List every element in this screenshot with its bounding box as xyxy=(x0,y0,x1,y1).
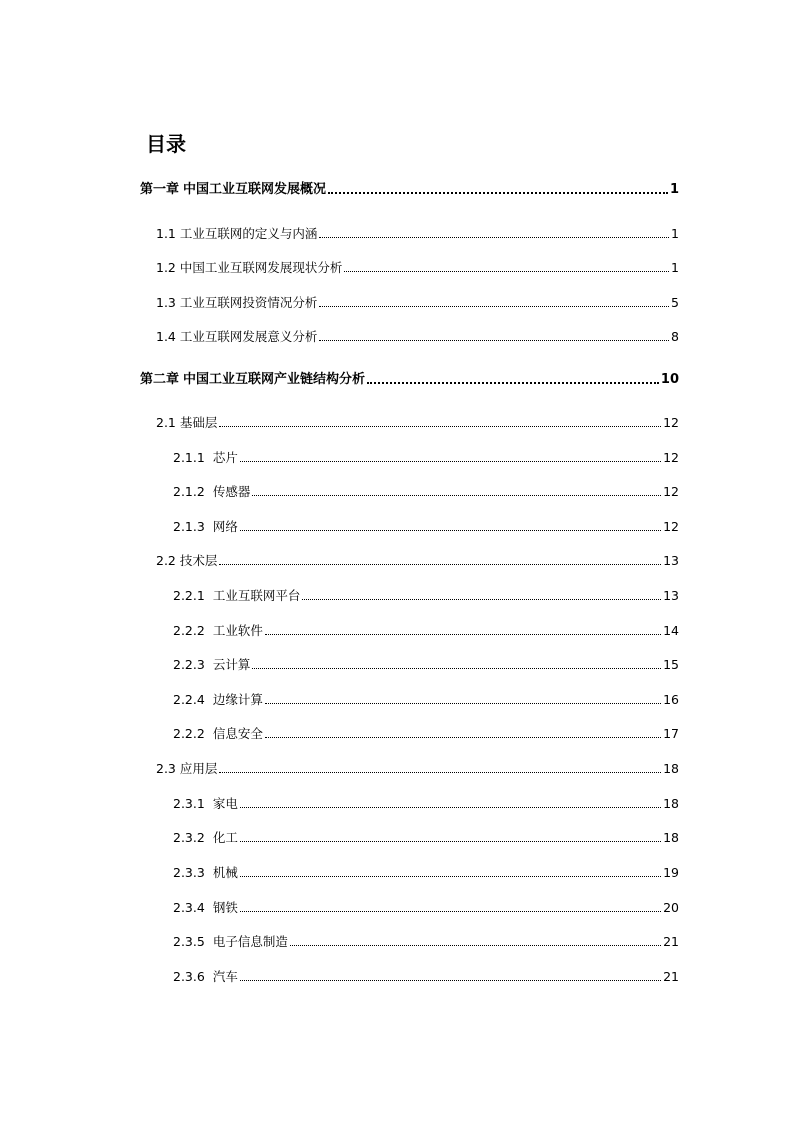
toc-entry-page: 21 xyxy=(663,934,679,949)
dot-leader xyxy=(219,426,661,427)
toc-entry[interactable] xyxy=(173,584,679,604)
toc-entry-page: 14 xyxy=(663,623,679,638)
toc-entry-page: 12 xyxy=(663,484,679,499)
toc-entry[interactable] xyxy=(173,930,679,950)
toc-entry-number: 2.3.3 xyxy=(173,865,205,880)
toc-entry-title: 芯片 xyxy=(212,450,238,465)
toc-entry-title: 工业互联网投资情况分析 xyxy=(179,295,318,310)
toc-entry-page: 16 xyxy=(663,692,679,707)
toc-entry[interactable] xyxy=(156,757,679,777)
toc-entry-page: 13 xyxy=(663,588,679,603)
toc-entry-page: 17 xyxy=(663,726,679,741)
toc-entry-page: 8 xyxy=(671,329,679,344)
dot-leader xyxy=(252,668,661,669)
toc-entry-title: 信息安全 xyxy=(212,726,263,741)
toc-entry[interactable] xyxy=(140,178,679,198)
toc-entry-number: 2.1.3 xyxy=(173,519,205,534)
toc-entry-title: 传感器 xyxy=(212,484,251,499)
toc-entry-number: 第二章 xyxy=(140,372,180,387)
toc-entry-page: 12 xyxy=(663,450,679,465)
toc-entry[interactable] xyxy=(156,325,679,345)
toc-entry-title: 边缘计算 xyxy=(212,692,263,707)
dot-leader xyxy=(240,530,661,531)
dot-leader xyxy=(240,461,661,462)
dot-leader xyxy=(240,841,661,842)
toc-entry-number: 2.1 xyxy=(156,415,176,430)
toc-entry-title: 工业互联网平台 xyxy=(212,588,301,603)
dot-leader xyxy=(367,382,659,384)
toc-entry-page: 20 xyxy=(663,900,679,915)
toc-entry-number: 2.3.6 xyxy=(173,969,205,984)
toc-entry[interactable] xyxy=(173,861,679,881)
toc-entry-title: 基础层 xyxy=(179,415,218,430)
dot-leader xyxy=(290,945,661,946)
dot-leader xyxy=(252,495,661,496)
toc-entry[interactable] xyxy=(173,965,679,985)
toc-entry-number: 2.2.3 xyxy=(173,657,205,672)
toc-entry-title: 应用层 xyxy=(179,761,218,776)
toc-entry-title: 工业互联网发展意义分析 xyxy=(179,329,318,344)
toc-entry-number: 2.2 xyxy=(156,553,176,568)
toc-entry[interactable] xyxy=(156,411,679,431)
toc-entry[interactable] xyxy=(173,688,679,708)
dot-leader xyxy=(265,737,661,738)
toc-title: 目录 xyxy=(146,132,186,156)
dot-leader xyxy=(328,192,668,194)
toc-entry[interactable] xyxy=(173,792,679,812)
toc-entry[interactable] xyxy=(173,619,679,639)
toc-entry-number: 1.2 xyxy=(156,260,176,275)
toc-entry-page: 19 xyxy=(663,865,679,880)
toc-entry-number: 1.3 xyxy=(156,295,176,310)
toc-entry-number: 2.2.4 xyxy=(173,692,205,707)
toc-entry-page: 1 xyxy=(669,182,679,197)
toc-entry-number: 2.3.4 xyxy=(173,900,205,915)
toc-entry-page: 5 xyxy=(671,295,679,310)
toc-entry-title: 中国工业互联网发展概况 xyxy=(183,182,327,197)
toc-entry-page: 1 xyxy=(671,226,679,241)
toc-entry-title: 技术层 xyxy=(179,553,218,568)
toc-entry-title: 工业软件 xyxy=(212,623,263,638)
dot-leader xyxy=(219,564,661,565)
toc-entry-number: 2.3.5 xyxy=(173,934,205,949)
toc-entry[interactable] xyxy=(173,896,679,916)
dot-leader xyxy=(265,634,661,635)
toc-entry[interactable] xyxy=(173,515,679,535)
toc-entry-number: 2.3.2 xyxy=(173,830,205,845)
toc-entry[interactable] xyxy=(173,446,679,466)
dot-leader xyxy=(319,306,669,307)
toc-entry-page: 12 xyxy=(663,519,679,534)
toc-entry-page: 13 xyxy=(663,553,679,568)
toc-entry-title: 钢铁 xyxy=(212,900,238,915)
toc-entry[interactable] xyxy=(156,256,679,276)
toc-entry-title: 机械 xyxy=(212,865,238,880)
dot-leader xyxy=(240,876,661,877)
toc-entry-page: 10 xyxy=(660,372,679,387)
toc-entry-page: 15 xyxy=(663,657,679,672)
toc-entry-number: 1.1 xyxy=(156,226,176,241)
toc-entry-title: 电子信息制造 xyxy=(212,934,288,949)
toc-entry[interactable] xyxy=(173,722,679,742)
toc-entry-number: 第一章 xyxy=(140,182,180,197)
toc-entry-title: 工业互联网的定义与内涵 xyxy=(179,226,318,241)
toc-entry-page: 18 xyxy=(663,761,679,776)
dot-leader xyxy=(240,911,661,912)
dot-leader xyxy=(265,703,661,704)
toc-entry-number: 2.2.1 xyxy=(173,588,205,603)
toc-entry-title: 家电 xyxy=(212,796,238,811)
dot-leader xyxy=(302,599,661,600)
dot-leader xyxy=(319,340,669,341)
toc-entry-number: 2.3.1 xyxy=(173,796,205,811)
toc-entry-number: 2.2.2 xyxy=(173,623,205,638)
dot-leader xyxy=(344,271,669,272)
toc-entry-number: 2.1.2 xyxy=(173,484,205,499)
toc-entry[interactable] xyxy=(173,826,679,846)
toc-entry-page: 21 xyxy=(663,969,679,984)
toc-entry-number: 2.2.2 xyxy=(173,726,205,741)
toc-entry-title: 化工 xyxy=(212,830,238,845)
toc-entry[interactable] xyxy=(156,291,679,311)
toc-entry-title: 中国工业互联网发展现状分析 xyxy=(179,260,343,275)
toc-entry[interactable] xyxy=(173,653,679,673)
toc-entry-title: 网络 xyxy=(212,519,238,534)
toc-entry[interactable] xyxy=(140,368,679,388)
dot-leader xyxy=(240,807,661,808)
toc-entry-page: 1 xyxy=(671,260,679,275)
toc-entry-number: 1.4 xyxy=(156,329,176,344)
toc-entry-number: 2.1.1 xyxy=(173,450,205,465)
toc-entry[interactable] xyxy=(173,480,679,500)
toc-entry-page: 18 xyxy=(663,830,679,845)
toc-entry[interactable] xyxy=(156,222,679,242)
toc-entry-title: 云计算 xyxy=(212,657,251,672)
dot-leader xyxy=(240,980,661,981)
toc-entry-page: 12 xyxy=(663,415,679,430)
dot-leader xyxy=(319,237,669,238)
toc-entry-title: 中国工业互联网产业链结构分析 xyxy=(183,372,366,387)
toc-entry-page: 18 xyxy=(663,796,679,811)
dot-leader xyxy=(219,772,661,773)
toc-entry[interactable] xyxy=(156,549,679,569)
toc-entry-number: 2.3 xyxy=(156,761,176,776)
toc-entry-title: 汽车 xyxy=(212,969,238,984)
